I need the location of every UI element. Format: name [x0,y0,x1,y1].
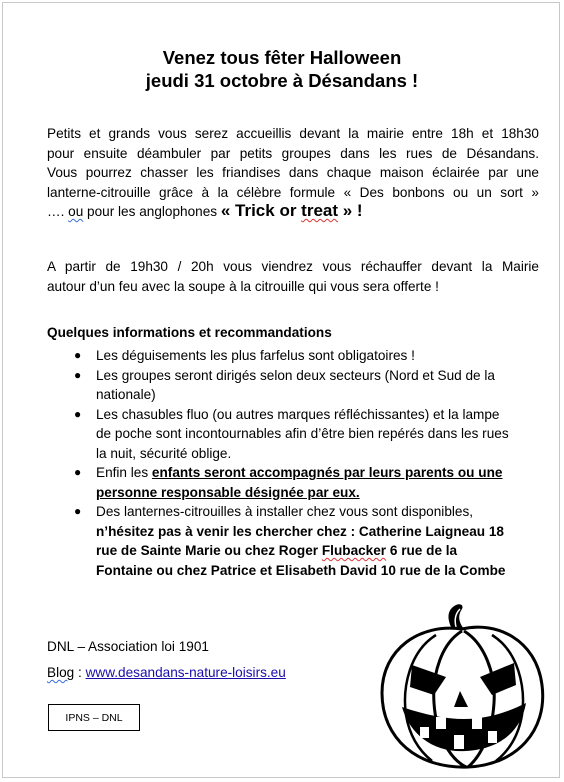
ipns-label: IPNS – DNL [65,711,123,724]
warmup-line-1: A partir de 19h30 / 20h vous viendrez vous réchauffer devant la Mairie [47,259,539,274]
blog-label: Blog [47,665,75,680]
blog-link[interactable]: www.desandans-nature-loisirs.eu [85,665,286,680]
recommendations-list [47,346,517,580]
list-item-text: Les groupes seront dirigés selon deux secteurs (Nord et Sud de la nationale) [96,367,495,402]
pickup-addresses-b: 6 rue de la Fontaine ou chez Patrice et Elisabeth David 10 rue de la Combe [96,543,506,578]
list-item [47,346,517,366]
title-line-1: Venez tous fêter Halloween [162,47,402,68]
intro-paragraph [47,124,539,222]
blog-separator: : [74,665,86,680]
ipns-box [48,704,140,731]
intro-ellipsis: …. [47,204,69,219]
trick-or-treat [221,201,363,220]
intro-line-4: lanterne-citrouille grâce à la célèbre formule « Des bonbons ou un sort » [47,184,539,200]
list-item-text: Des lanternes-citrouilles à installer chez vous sont disponibles, [96,504,474,519]
list-item-text: Les déguisements les plus farfelus sont obligatoires ! [96,348,415,363]
blog-line [47,665,286,680]
list-item [47,463,517,502]
children-accompanied-notice: enfants seront accompagnés par leurs parents ou une personne responsable désignée par eux. [96,465,503,500]
trick-close: » ! [338,201,363,220]
jack-o-lantern-icon [376,603,548,773]
bullet-icon: ● [74,406,82,421]
list-item-text: Enfin les [96,465,152,480]
bullet-icon: ● [74,367,82,382]
bullet-icon: ● [74,465,82,479]
list-item [47,366,517,405]
intro-anglophones: pour les anglophones [83,204,221,219]
warmup-line-2: autour d’un feu avec la soupe à la citrouille qui vous sera offerte ! [47,278,439,294]
list-item-text: Les chasubles fluo (ou autres marques réfléchissantes) et la lampe de poche sont incontournables afin d’être bien repérés dans les rues la nuit, sécurité oblige. [96,406,509,461]
intro-line-2: pour ensuite déambuler par petits groupes dans les rues de Désandans. [47,145,539,161]
intro-ou: ou [68,204,84,219]
recommendations-heading: Quelques informations et recommandations [47,325,332,340]
warmup-paragraph [47,257,539,296]
list-item [47,502,517,580]
intro-line-5 [47,201,539,222]
pickup-addresses-a: n’hésitez pas à venir les chercher chez : Catherine Laigneau 18 rue de Sainte Marie ou chez Roger [96,523,504,558]
trick-open: « Trick or [220,201,302,220]
association-line: DNL – Association loi 1901 [47,639,209,654]
list-item [47,405,517,464]
bullet-icon: ● [74,504,82,518]
intro-line-1: Petits et grands vous serez accueillis devant la mairie entre 18h et 18h30 [47,126,539,141]
page-title [0,46,564,92]
intro-line-3: Vous pourrez chasser les friandises dans chaque maison éclairée par une [47,165,539,180]
bullet-icon: ● [74,348,82,362]
pickup-name-flubacker: Flubacker [321,543,387,558]
trick-treat-word: treat [301,201,339,220]
title-line-2: jeudi 31 octobre à Désandans ! [145,70,419,91]
